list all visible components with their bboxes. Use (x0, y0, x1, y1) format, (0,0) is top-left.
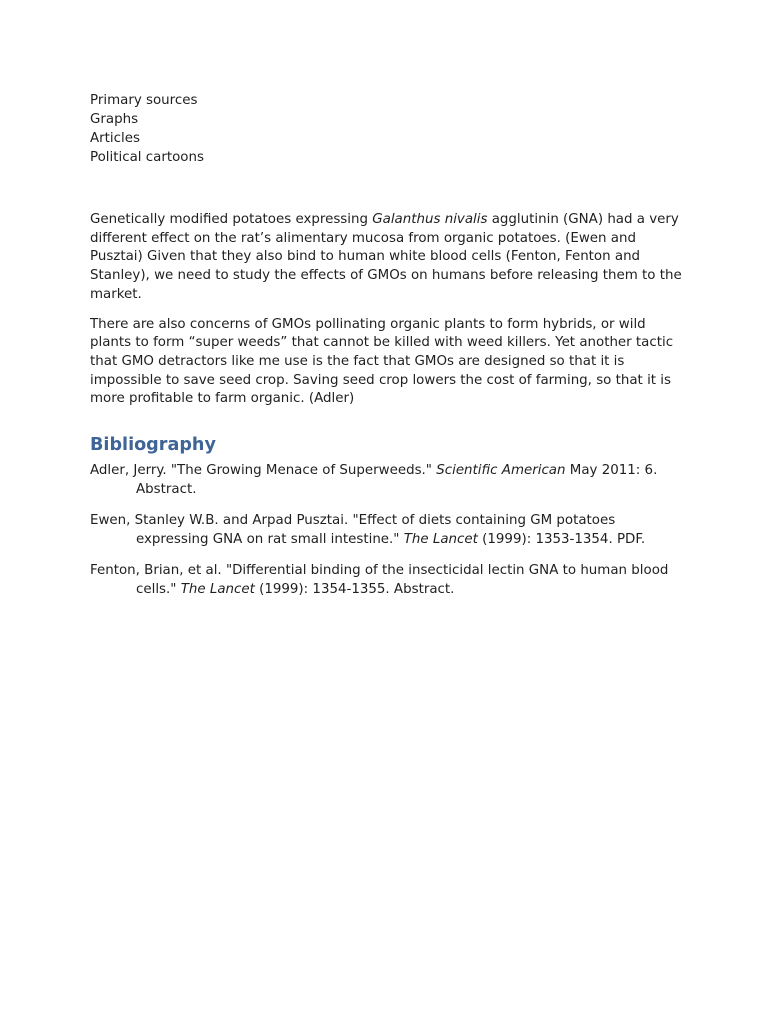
citation-text: (1999): 1353-1354. PDF. (477, 532, 646, 548)
paragraph-gm-potatoes (90, 211, 690, 305)
list-item: Articles (90, 131, 140, 146)
citation-text: Fenton, Brian, et al. "Differential binding of the insecticidal lectin GNA to human blood cells." (90, 563, 669, 598)
publication-title: The Lancet (403, 532, 478, 548)
paragraph-text: Genetically modified potatoes expressing (90, 212, 373, 227)
paragraph-super-weeds (90, 316, 690, 410)
citation-text: (1999): 1354-1355. Abstract. (254, 582, 455, 598)
bibliography-entry (90, 511, 690, 549)
source-types-list (90, 91, 690, 167)
bibliography-entry (90, 461, 690, 499)
list-item: Primary sources (90, 93, 198, 108)
document-page (90, 91, 690, 611)
bibliography-heading: Bibliography (90, 435, 216, 456)
list-item: Political cartoons (90, 150, 204, 165)
citation-text: Ewen, Stanley W.B. and Arpad Pusztai. "Effect of diets containing GM potatoes expressing GNA on rat small intestine." (90, 513, 616, 548)
species-name: Galanthus nivalis (372, 212, 488, 227)
citation-text: May 2011: 6. Abstract. (136, 463, 658, 498)
paragraph-text: agglutinin (GNA) had a very different effect on the rat’s alimentary mucosa from organic potatoes. (Ewen and Pusztai) Given that they also bind to human white blood cells (Fenton, Fenton and Stanley), we need to study the effects of GMOs on humans before releasing them to the market. (90, 212, 682, 302)
list-item: Graphs (90, 112, 139, 127)
publication-title: The Lancet (180, 582, 255, 598)
citation-text: Adler, Jerry. "The Growing Menace of Superweeds." (90, 463, 437, 479)
paragraph-text: There are also concerns of GMOs pollinating organic plants to form hybrids, or wild plants to form “super weeds” that cannot be killed with weed killers. Yet another tactic that GMO detractors like me use is the fact that GMOs are designed so that it is impossible to save seed crop. Saving seed crop lowers the cost of farming, so that it is more profitable to farm organic. (Adler) (90, 316, 674, 407)
publication-title: Scientific American (436, 463, 566, 479)
bibliography-entry (90, 561, 690, 599)
